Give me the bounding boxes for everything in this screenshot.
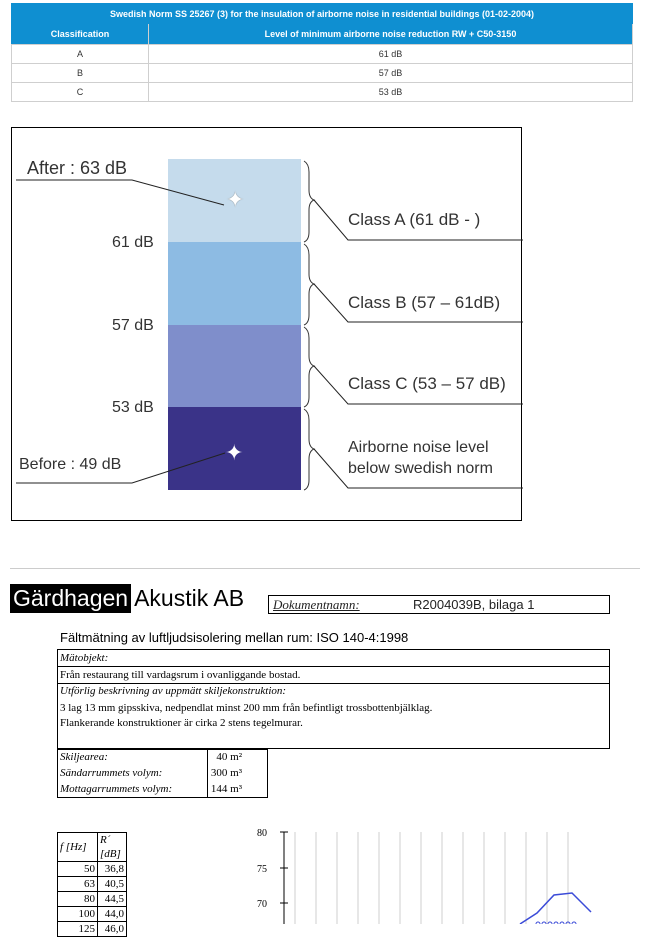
class-cell: C — [12, 83, 149, 102]
property-row — [60, 783, 267, 799]
freq-header-hz: f [Hz] — [58, 833, 98, 862]
table-row — [12, 83, 633, 102]
before-star-icon: ✦ — [225, 440, 244, 465]
property-value: 40 m² — [216, 751, 242, 763]
logo-light-text: Akustik AB — [134, 585, 245, 611]
room-properties-box — [57, 749, 268, 798]
property-value: 144 m³ — [210, 783, 242, 795]
header-classification: Classification — [12, 24, 149, 45]
level-cell: 57 dB — [149, 64, 633, 83]
section-divider — [10, 568, 640, 569]
table-row — [12, 45, 633, 64]
freq-r: 40,5 — [98, 877, 127, 892]
property-row — [60, 767, 267, 783]
freq-r: 46,0 — [98, 922, 127, 937]
level-61-label: 61 dB — [112, 234, 154, 251]
table-row — [12, 64, 633, 83]
class-cell: B — [12, 64, 149, 83]
below-norm-line2: below swedish norm — [348, 460, 493, 477]
logo-dark-text: Gärdhagen — [10, 584, 131, 613]
table-row — [58, 862, 127, 877]
table-row — [58, 892, 127, 907]
measurement-line — [520, 893, 591, 924]
property-label: Skiljearea: — [60, 751, 108, 763]
row-separator — [58, 683, 609, 684]
norm-table-title: Swedish Norm SS 25267 (3) for the insulation of airborne noise in residential buildings (01-02-2004) — [12, 4, 633, 24]
class-diagram — [11, 127, 522, 521]
freq-hz: 80 — [58, 892, 98, 907]
table-row — [58, 877, 127, 892]
property-label: Mottagarrummets volym: — [60, 783, 173, 795]
measurement-graph — [250, 825, 645, 924]
level-cell: 53 dB — [149, 83, 633, 102]
freq-hz: 100 — [58, 907, 98, 922]
docname-value: R2004039B, bilaga 1 — [413, 597, 535, 612]
matobjekt-label: Mätobjekt: — [60, 652, 109, 664]
docname-label: Dokumentnamn: — [273, 596, 360, 612]
freq-header-r: R´ [dB] — [98, 833, 127, 862]
y-tick-label: 70 — [257, 899, 267, 910]
level-57-label: 57 dB — [112, 317, 154, 334]
freq-r: 36,8 — [98, 862, 127, 877]
measurement-heading: Fältmätning av luftljudsisolering mellan rum: ISO 140-4:1998 — [60, 630, 409, 645]
class-c-label: Class C (53 – 57 dB) — [348, 374, 506, 393]
beskrivning-line2: Flankerande konstruktioner är cirka 2 stens tegelmurar. — [60, 717, 303, 729]
level-53-label: 53 dB — [112, 399, 154, 416]
property-row — [60, 751, 267, 767]
freq-hz: 63 — [58, 877, 98, 892]
norm-table — [11, 3, 633, 102]
property-label: Sändarrummets volym: — [60, 767, 163, 779]
document-name-box — [268, 595, 610, 614]
row-separator — [58, 666, 609, 667]
class-cell: A — [12, 45, 149, 64]
y-tick-label: 80 — [257, 828, 267, 839]
level-cell: 61 dB — [149, 45, 633, 64]
y-tick-label: 75 — [257, 864, 267, 875]
table-row — [58, 907, 127, 922]
frequency-table — [57, 832, 127, 937]
below-norm-line1: Airborne noise level — [348, 439, 489, 456]
company-logo — [10, 584, 244, 613]
after-star-icon: ✦ — [226, 187, 245, 212]
matobjekt-text: Från restaurang till vardagsrum i ovanliggande bostad. — [60, 669, 301, 681]
before-label: Before : 49 dB — [19, 456, 122, 473]
header-level: Level of minimum airborne noise reduction RW + C50-3150 — [149, 24, 633, 45]
class-a-label: Class A (61 dB - ) — [348, 210, 481, 229]
property-value: 300 m³ — [210, 767, 242, 779]
beskrivning-label: Utförlig beskrivning av uppmätt skiljekonstruktion: — [60, 685, 287, 697]
after-label: After : 63 dB — [27, 158, 128, 178]
freq-hz: 125 — [58, 922, 98, 937]
beskrivning-line1: 3 lag 13 mm gipsskiva, nedpendlat minst 200 mm från befintligt trossbottenbjälklag. — [60, 702, 433, 714]
class-b-label: Class B (57 – 61dB) — [348, 293, 501, 312]
freq-r: 44,0 — [98, 907, 127, 922]
object-description-box — [57, 649, 610, 749]
freq-hz: 50 — [58, 862, 98, 877]
freq-r: 44,5 — [98, 892, 127, 907]
